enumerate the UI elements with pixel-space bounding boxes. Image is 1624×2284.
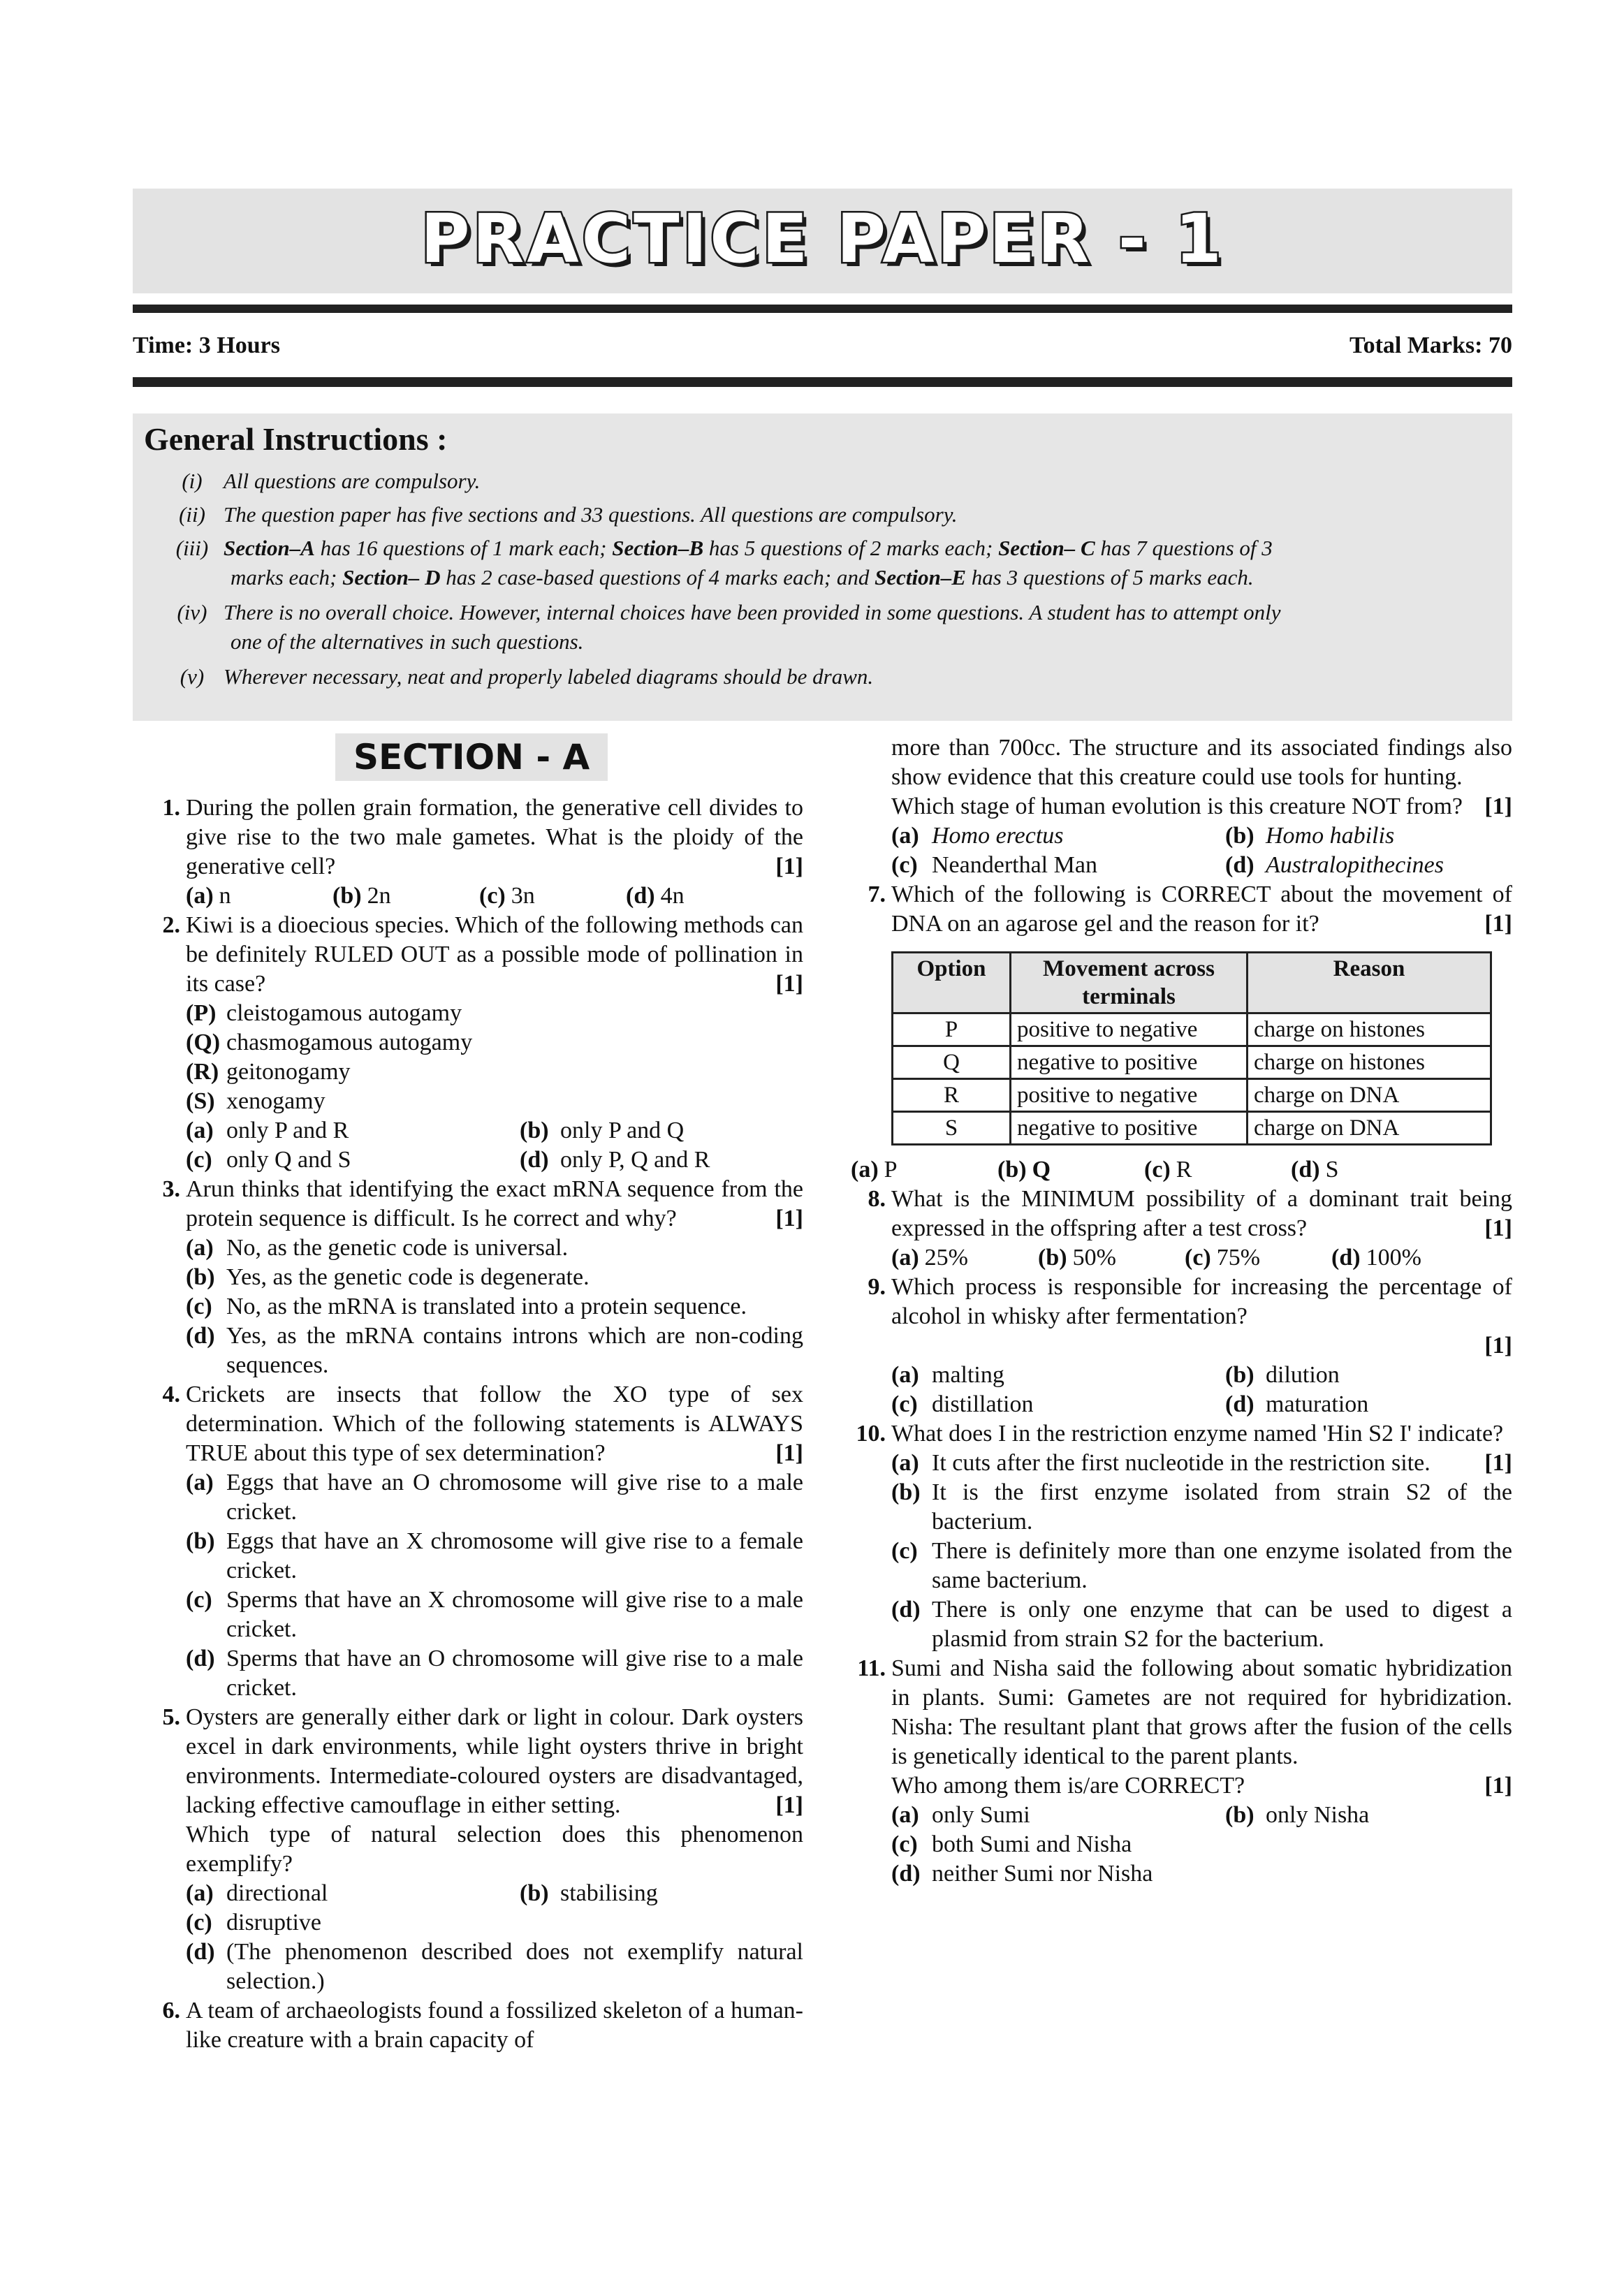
left-column: [140, 733, 803, 2055]
marks-label: [1]: [1484, 793, 1512, 819]
marks-label: [1]: [1484, 911, 1512, 937]
marks-label: [1]: [775, 1206, 803, 1231]
question-3: 3. Arun thinks that identifying the exact mRNA sequence from the protein sequence is difficult. Is he correct and why? [1] (a) No, as the genetic code is universal. (b) Yes, as the genetic code is degenerate. (c) No, as the mRNA is translated into a protein sequence. (d) Yes, as the mRNA contains introns which are non-coding sequences.: [162, 1176, 803, 1378]
question-7: 7. Which of the following is CORRECT about the movement of DNA on an agarose gel and the reason for it? [1] Option Movement across terminals Reason P positive to negative charge on histones Q negative to positive charge on histones R positive to negative charge on DNA S negative to positive charge on DNA (a) P (b) Q (c) R (d) S: [851, 881, 1512, 1183]
question-4: 4. Crickets are insects that follow the XO type of sex determination. Which of the following statements is ALWAYS TRUE about this type of sex determination? [1] (a) Eggs that have an O chromosome will give rise to a male cricket. (b) Eggs that have an X chromosome will give rise to a female cricket. (c) Sperms that have an X chromosome will give rise to a male cricket. (d) Sperms that have an O chromosome will give rise to a male cricket.: [162, 1382, 803, 1701]
marks-label: [1]: [775, 1792, 803, 1818]
right-column: [845, 733, 1512, 1889]
question-2: 2. Kiwi is a dioecious species. Which of the following methods can be definitely RULED OUT as a possible mode of pollination in its case? [1] (P) cleistogamous autogamy (Q) chasmogamous autogamy (R) geitonogamy (S) xenogamy (a) only P and R (b) only P and Q (c) only Q and S (d) only P, Q and R: [162, 912, 803, 1173]
gel-movement-table: Option Movement across terminals Reason P positive to negative charge on histones Q negative to positive charge on histones R positive to negative charge on DNA S negative to positive charge on DNA: [891, 951, 1492, 1145]
title-banner: [133, 189, 1512, 293]
question-10: 10. What does I in the restriction enzyme named 'Hin S2 I' indicate? [1] (a) It cuts after the first nucleotide in the restriction site. (b) It is the first enzyme isolated from strain S2 of the bacterium. (c) There is definitely more than one enzyme isolated from the same bacterium. (d) There is only one enzyme that can be used to digest a plasmid from strain S2 for the bacterium.: [856, 1421, 1512, 1652]
question-1: 1. During the pollen grain formation, the generative cell divides to give rise to the two male gametes. What is the ploidy of the generative cell? [1] (a) n (b) 2n (c) 3n (d) 4n: [140, 793, 803, 911]
options: (a) n (b) 2n (c) 3n (d) 4n: [186, 883, 685, 909]
marks-label: [1]: [1484, 1215, 1512, 1241]
marks-label: [1]: [1484, 1773, 1512, 1799]
instruction-item: (v) Wherever necessary, neat and properly labeled diagrams should be drawn.: [180, 664, 874, 689]
instruction-item: (iii) Section–A has 16 questions of 1 mark each; Section–B has 5 questions of 2 marks each; Section– C has 7 questions of 3 marks each; Section– D has 2 case-based questions of 4 marks each; and Section–E has 3 questions of 5 marks each.: [175, 536, 1273, 590]
marks-label: [1]: [775, 1440, 803, 1466]
marks-label: [1]: [1484, 1333, 1512, 1359]
page-title: PRACTICE PAPER - 1: [420, 200, 1224, 278]
question-6: 6. A team of archaeologists found a fossilized skeleton of a human-like creature with a brain capacity of: [162, 1998, 803, 2053]
table-row: Q negative to positive charge on histones: [893, 1046, 1491, 1079]
general-instructions: [133, 413, 1512, 721]
table-row: R positive to negative charge on DNA: [893, 1079, 1491, 1112]
instruction-item: (i) All questions are compulsory.: [182, 469, 481, 493]
question-9: 9. Which process is responsible for increasing the percentage of alcohol in whisky after fermentation? [1] (a) malting (b) dilution (c) distillation (d) maturation: [868, 1274, 1512, 1417]
marks-label: [1]: [775, 854, 803, 879]
question-8: 8. What is the MINIMUM possibility of a dominant trait being expressed in the offspring after a test cross? [1] (a) 25% (b) 50% (c) 75% (d) 100%: [868, 1186, 1512, 1271]
marks-label: [1]: [775, 971, 803, 997]
table-row: P positive to negative charge on histones: [893, 1013, 1491, 1046]
instructions-title: General Instructions :: [144, 421, 448, 457]
total-marks-label: Total Marks: 70: [1349, 332, 1512, 358]
instruction-item: (iv) There is no overall choice. However, internal choices have been provided in some questions. A student has to attempt only one of the alternatives in such questions.: [177, 600, 1281, 654]
section-heading: SECTION - A: [335, 733, 608, 781]
bottom-rule: [133, 377, 1512, 387]
question-6-continued: more than 700cc. The structure and its associated findings also show evidence that this creature could use tools for hunting. Which stage of human evolution is this creature NOT from? [1] (a) Homo erectus (b) Homo habilis (c) Neanderthal Man (d) Australopithecines: [891, 735, 1512, 878]
marks-label: [1]: [1484, 1450, 1512, 1476]
instruction-item: (ii) The question paper has five sections and 33 questions. All questions are compulsory.: [179, 502, 958, 527]
question-11: 11. Sumi and Nisha said the following about somatic hybridization in plants. Sumi: Gametes are not required for hybridization. Nisha: The resultant plant that grows after the fusion of the cells is genetically identical to the parent plants. Who among them is/are CORRECT? [1] (a) only Sumi (b) only Nisha (c) both Sumi and Nisha (d) neither Sumi nor Nisha: [857, 1655, 1512, 1887]
table-row: S negative to positive charge on DNA: [893, 1112, 1491, 1145]
time-label: Time: 3 Hours: [133, 332, 280, 358]
question-5: 5. Oysters are generally either dark or light in colour. Dark oysters excel in dark environments, while light oysters thrive in bright environments. Intermediate-coloured oysters are disadvantaged, lacking effective camouflage in either setting. [1] Which type of natural selection does this phenomenon exemplify? (a) directional (b) stabilising (c) disruptive (d) (The phenomenon described does not exemplify natural selection.): [162, 1704, 803, 1994]
top-rule: [133, 305, 1512, 313]
